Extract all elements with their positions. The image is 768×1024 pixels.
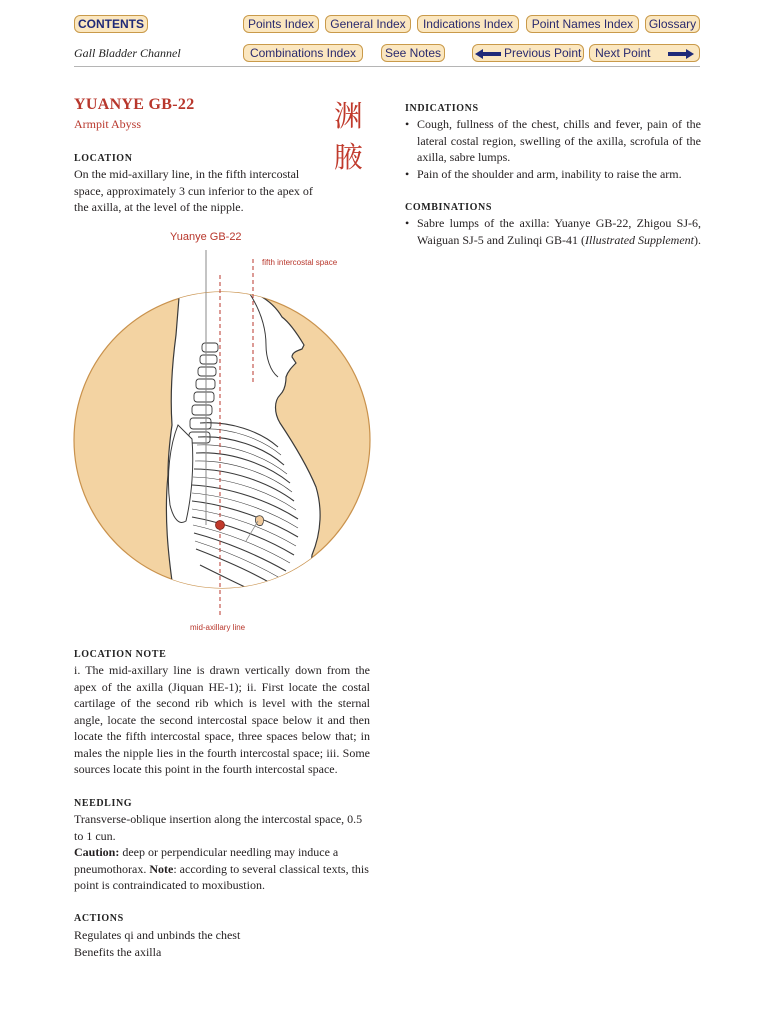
note-label: Note xyxy=(149,861,174,876)
needling-text: Transverse-oblique insertion along the intercostal space, 0.5 to 1 cun. xyxy=(74,812,363,843)
location-text: On the mid-axillary line, in the fifth intercostal space, approximately 3 cun inferior to the apex of the axilla, at the level of the nipple. xyxy=(74,167,313,214)
caution-label: Caution: xyxy=(74,845,120,859)
combination-text: Sabre lumps of the axilla: Yuanye GB-22, Zhigou SJ-6, Waiguan SJ-5 and Zulinqi GB-41 ( xyxy=(417,216,701,247)
arrow-left-icon xyxy=(475,49,501,59)
combination-item xyxy=(405,215,701,248)
point-subtitle: Armpit Abyss xyxy=(74,117,142,131)
combination-source: Illustrated Supplement xyxy=(585,232,694,247)
location-note-text: i. The mid-axillary line is drawn vertically down from the apex of the axilla (Jiquan HE-1); ii. First locate the costal cartilage of the second rib which is level with the sternal angle, locate the second intercostal space below it and then locate the fifth intercostal space, three spaces below that; in males the nipple lies in the fourth intercostal space; iii. Some sources locate this point in the fourth intercostal space. xyxy=(74,663,370,776)
indications-heading: INDICATIONS xyxy=(405,103,479,114)
mid-axillary-label: mid-axillary line xyxy=(190,623,246,632)
glossary-button[interactable]: Glossary xyxy=(645,15,700,33)
next-point-button[interactable] xyxy=(589,44,700,62)
previous-point-label: Previous Point xyxy=(503,46,582,60)
general-index-button[interactable]: General Index xyxy=(325,15,411,33)
point-title: YUANYE GB-22 xyxy=(74,96,195,113)
indications-list xyxy=(405,116,701,182)
needling-caution xyxy=(74,844,372,894)
needling-section xyxy=(74,811,372,894)
location-note-heading: LOCATION NOTE xyxy=(74,649,167,660)
combinations-index-button[interactable]: Combinations Index xyxy=(243,44,363,62)
needling-heading: NEEDLING xyxy=(74,798,133,809)
combination-end: ). xyxy=(694,232,701,247)
chinese-characters: 渊腋 xyxy=(334,99,364,174)
combinations-list xyxy=(405,215,701,248)
note-text: : according to several classical texts, this point is contraindicated to moxibustion. xyxy=(74,861,369,892)
actions-list xyxy=(74,927,370,960)
location-illustration xyxy=(60,225,380,640)
arrow-right-icon xyxy=(668,49,694,59)
acupoint-marker xyxy=(216,521,225,530)
indication-item: • Pain of the shoulder and arm, inability to raise the arm. xyxy=(405,166,701,183)
contents-button[interactable]: CONTENTS xyxy=(74,15,148,33)
location-heading: LOCATION xyxy=(74,153,133,164)
point-label: Yuanye GB-22 xyxy=(170,231,242,243)
point-names-index-button[interactable]: Point Names Index xyxy=(526,15,639,33)
channel-name: Gall Bladder Channel xyxy=(74,46,181,60)
indication-item: • Cough, fullness of the chest, chills and fever, pain of the lateral costal region, swelling of the axilla, scrofula of the axilla, sabre lumps. xyxy=(405,116,701,166)
action-item: Regulates qi and unbinds the chest xyxy=(74,928,241,942)
caution-text: deep or perpendicular needling may induce a pneumothorax. xyxy=(74,845,339,876)
action-item: Benefits the axilla xyxy=(74,944,162,959)
previous-point-button[interactable] xyxy=(472,44,584,62)
points-index-button[interactable]: Points Index xyxy=(243,15,319,33)
header-divider xyxy=(74,66,700,67)
actions-heading: ACTIONS xyxy=(74,913,124,924)
fifth-intercostal-label: fifth intercostal space xyxy=(262,258,338,267)
combinations-heading: COMBINATIONS xyxy=(405,202,493,213)
see-notes-button[interactable]: See Notes xyxy=(381,44,445,62)
next-point-label: Next Point xyxy=(595,46,651,60)
indications-index-button[interactable]: Indications Index xyxy=(417,15,519,33)
